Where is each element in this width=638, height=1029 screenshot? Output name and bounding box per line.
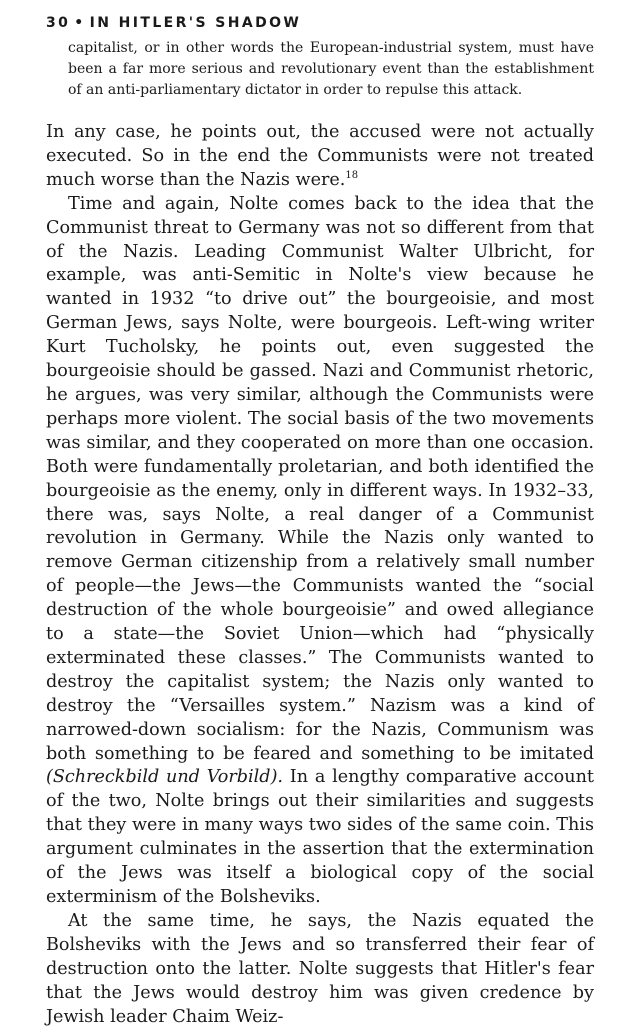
running-title: IN HITLER'S SHADOW bbox=[89, 15, 302, 31]
body-text bbox=[46, 121, 594, 1029]
paragraph-2-italic-term: (Schreckbild und Vorbild). bbox=[46, 767, 284, 788]
block-quote-text: capitalist, or in other words the European-industrial system, must have been a far more serious and revolutionary event than the establishment of an anti-parliamentary dictator in order to repulse this attack. bbox=[68, 40, 594, 98]
paragraph-1-text: In any case, he points out, the accused were not actually executed. So in the end the Communists were not treated much worse than the Nazis were. bbox=[46, 122, 594, 190]
running-header bbox=[46, 14, 594, 32]
paragraph-2-text-b: In a lengthy comparative account of the two, Nolte brings out their similarities and suggests that they were in many ways two sides of the same coin. This argument culminates in the assertion that the extermination of the Jews was itself a biological copy of the social exterminism of the Bolsheviks. bbox=[46, 767, 595, 907]
footnote-marker: 18 bbox=[345, 169, 359, 181]
paragraph-3-text: At the same time, he says, the Nazis equated the Bolsheviks with the Jews and so transferred their fear of destruction onto the latter. Nolte suggests that Hitler's fear that the Jews would destroy him was given credence by Jewish leader Chaim Weiz- bbox=[46, 910, 594, 1027]
paragraph-2-text-a: Time and again, Nolte comes back to the idea that the Communist threat to Germany was not so different from that of the Nazis. Leading Communist Walter Ulbricht, for example, was anti-Semitic in Nolte's view because he wanted in 1932 “to drive out” the bourgeoisie, and most German Jews, says Nolte, were bourgeois. Left-wing writer Kurt Tucholsky, he points out, even suggested the bourgeoisie should be gassed. Nazi and Communist rhetoric, he argues, was very similar, although the Communists were perhaps more violent. The social basis of the two movements was similar, and they cooperated on more than one occasion. Both were fundamentally proletarian, and both identified the bourgeoisie as the enemy, only in different ways. In 1932–33, there was, says Nolte, a real danger of a Communist revolution in Germany. While the Nazis only wanted to remove German citizenship from a relatively small number of people—the Jews—the Communists wanted the “social destruction of the whole bourgeoisie” and owed allegiance to a state—the Soviet Union—which had “physically exterminated these classes.” The Communists wanted to destroy the capitalist system; the Nazis only wanted to destroy the “Versailles system.” Nazism was a kind of narrowed-down socialism: for the Nazis, Communism was both something to be feared and something to be imitated bbox=[46, 193, 594, 764]
paragraph-2 bbox=[46, 193, 594, 910]
block-quote bbox=[68, 38, 594, 101]
paragraph-1 bbox=[46, 121, 594, 193]
header-separator: • bbox=[74, 15, 86, 31]
paragraph-3 bbox=[46, 910, 594, 1029]
page-number: 30 bbox=[46, 15, 71, 31]
